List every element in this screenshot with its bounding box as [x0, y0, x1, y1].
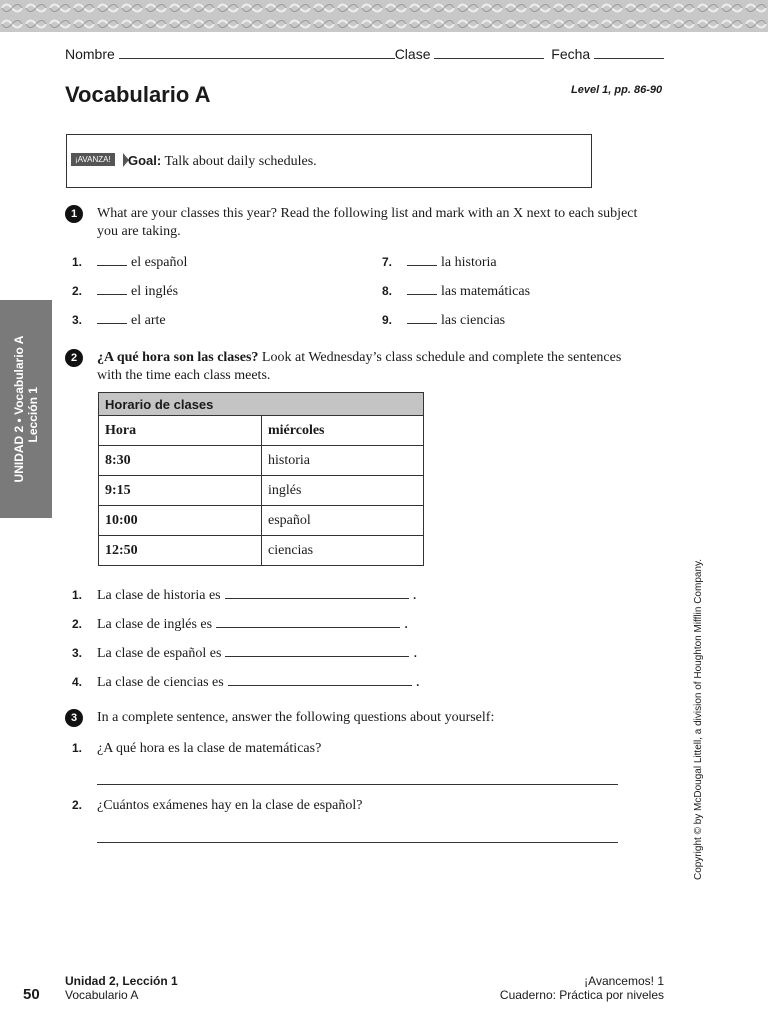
section2-prompt — [97, 349, 642, 385]
goal-box — [66, 134, 592, 188]
answer-line[interactable] — [216, 613, 400, 628]
section2-sentences — [72, 584, 420, 700]
table-row — [99, 536, 424, 566]
table-cell-time: 10:00 — [99, 506, 262, 536]
footer-unit: Unidad 2, Lección 1 — [65, 974, 178, 988]
copyright-notice: Copyright © by McDougal Littell, a division of Houghton Mifflin Company. — [693, 558, 704, 880]
answer-blank[interactable] — [407, 281, 437, 295]
table-cell-class: inglés — [262, 476, 424, 506]
side-tab-line1: UNIDAD 2 • Vocabulario A — [12, 335, 26, 483]
table-caption-row — [99, 393, 424, 416]
footer-book: ¡Avancemos! 1 — [584, 974, 664, 988]
table-header-cell: Hora — [99, 416, 262, 446]
decorative-top-band — [0, 0, 768, 32]
goal-text: Talk about daily schedules. — [164, 154, 317, 169]
section1-list-right — [382, 252, 530, 339]
goal-statement — [128, 153, 317, 170]
answer-blank[interactable] — [407, 252, 437, 266]
section2-prompt-text: Look at Wednesday’s class schedule and complete the sentences with the time each class meets. — [97, 350, 622, 383]
section3-question-1: 1. ¿A qué hora es la clase de matemáticas? — [72, 741, 322, 756]
section-number-1: 1 — [65, 205, 83, 223]
table-cell-class: historia — [262, 446, 424, 476]
side-tab — [0, 300, 52, 518]
list-item: 3. La clase de español es . — [72, 644, 418, 661]
table-header-cell: miércoles — [262, 416, 424, 446]
answer-line[interactable] — [97, 842, 618, 843]
answer-line[interactable] — [225, 642, 409, 657]
fecha-label: Fecha — [551, 46, 591, 62]
answer-blank[interactable] — [97, 252, 127, 266]
page-number: 50 — [23, 986, 40, 1003]
list-item: 7. la historia — [382, 252, 530, 281]
table-cell-class: español — [262, 506, 424, 536]
table-caption: Horario de clases — [99, 393, 424, 416]
footer-left — [65, 974, 178, 1002]
footer-right — [500, 974, 664, 1002]
list-item: 4. La clase de ciencias es . — [72, 673, 420, 690]
avanza-badge: ¡AVANZA! — [71, 153, 115, 166]
list-item: 8. las matemáticas — [382, 281, 530, 310]
section-number-3: 3 — [65, 709, 83, 727]
section2-prompt-bold: ¿A qué hora son las clases? — [97, 350, 259, 365]
nombre-label: Nombre — [65, 46, 115, 62]
table-cell-class: ciencias — [262, 536, 424, 566]
table-cell-time: 12:50 — [99, 536, 262, 566]
goal-label: Goal: — [128, 153, 162, 168]
list-item: 1. La clase de historia es . — [72, 586, 417, 603]
table-cell-time: 8:30 — [99, 446, 262, 476]
section1-prompt: What are your classes this year? Read the following list and mark with an X next to each subject you are taking. — [97, 206, 638, 239]
nombre-field[interactable] — [119, 44, 395, 59]
clase-label: Clase — [394, 46, 431, 62]
footer-section: Vocabulario A — [65, 988, 139, 1002]
table-header-row — [99, 416, 424, 446]
level-reference: Level 1, pp. 86-90 — [571, 84, 663, 96]
pattern-decoration — [0, 0, 768, 32]
answer-blank[interactable] — [97, 310, 127, 324]
table-cell-time: 9:15 — [99, 476, 262, 506]
answer-line[interactable] — [97, 784, 618, 785]
schedule-table — [98, 392, 424, 566]
clase-field[interactable] — [434, 44, 544, 59]
list-item: 2. el inglés — [72, 281, 187, 310]
section3-question-2: 2. ¿Cuántos exámenes hay en la clase de español? — [72, 798, 363, 813]
answer-line[interactable] — [228, 671, 412, 686]
section1-list-left — [72, 252, 187, 339]
header-fields — [65, 44, 664, 62]
table-row — [99, 446, 424, 476]
answer-blank[interactable] — [97, 281, 127, 295]
list-item: 2. La clase de inglés es . — [72, 615, 409, 632]
answer-line[interactable] — [225, 584, 409, 599]
section-number-2: 2 — [65, 349, 83, 367]
table-row — [99, 476, 424, 506]
footer-workbook: Cuaderno: Práctica por niveles — [499, 988, 664, 1002]
section3-prompt: In a complete sentence, answer the following questions about yourself: — [97, 710, 495, 725]
list-item: 3. el arte — [72, 310, 187, 339]
side-tab-text — [12, 336, 40, 483]
answer-blank[interactable] — [407, 310, 437, 324]
page-title: Vocabulario A — [65, 82, 211, 107]
list-item: 9. las ciencias — [382, 310, 530, 339]
fecha-field[interactable] — [594, 44, 664, 59]
table-row — [99, 506, 424, 536]
list-item: 1. el español — [72, 252, 187, 281]
side-tab-line2: Lección 1 — [26, 387, 40, 443]
